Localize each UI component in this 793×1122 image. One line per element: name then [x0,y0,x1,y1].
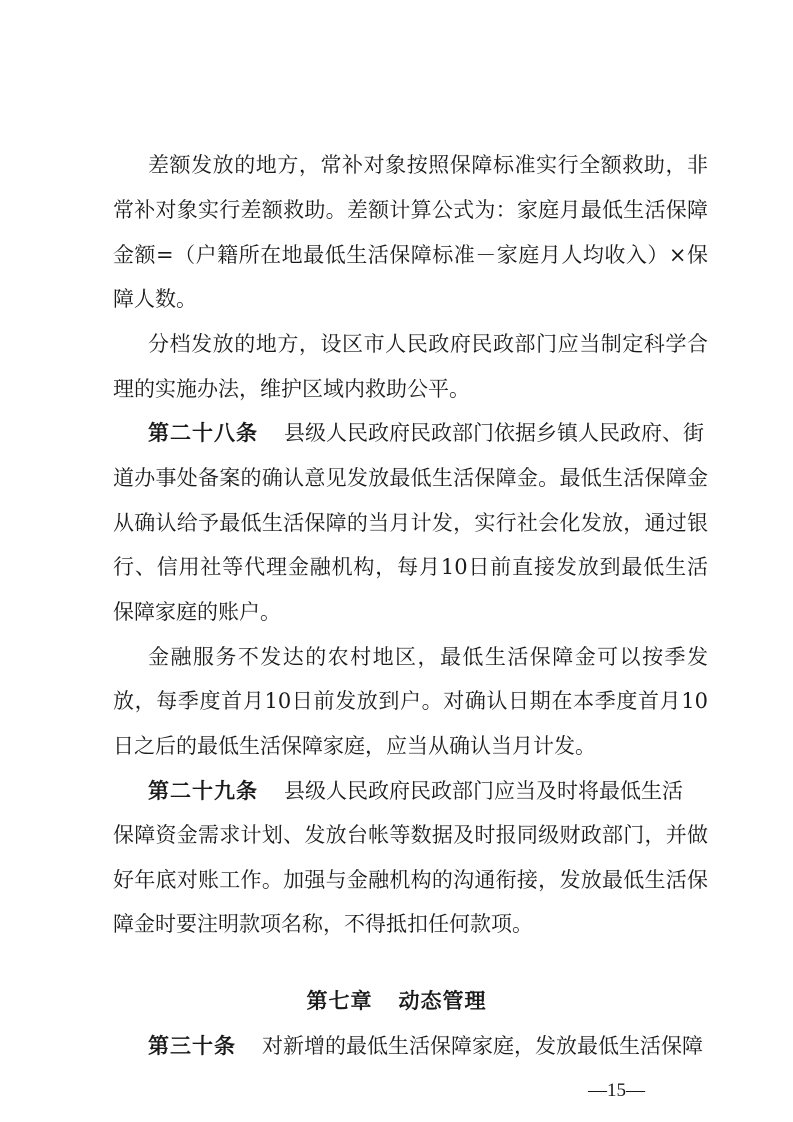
paragraph-line: 日之后的最低生活保障家庭，应当从确认当月计发。 [113,734,596,758]
paragraph-line: 金融服务不发达的农村地区，最低生活保障金可以按季发 [148,645,708,669]
paragraph-line: 分档发放的地方，设区市人民政府民政部门应当制定科学合 [148,332,708,356]
paragraph-line: 从确认给予最低生活保障的当月计发，实行社会化发放，通过银 [113,511,708,535]
article-title: 第二十八条 [148,421,258,445]
paragraph-text: 县级人民政府民政部门依据乡镇人民政府、街 [284,421,704,445]
paragraph-line: 金额=（户籍所在地最低生活保障标准－家庭月人均收入）×保 [113,243,708,267]
paragraph-line: 保障家庭的账户。 [113,600,281,624]
article-title: 第二十九条 [148,779,258,803]
page-number: —15— [588,1080,645,1101]
paragraph-line: 保障资金需求计划、发放台帐等数据及时报同级财政部门，并做 [113,823,708,847]
paragraph-line: 好年底对账工作。加强与金融机构的沟通衔接，发放最低生活保 [113,868,708,892]
article-30-first-line [148,1031,708,1061]
article-29-first-line [148,776,708,806]
paragraph-line: 障金时要注明款项名称，不得抵扣任何款项。 [113,912,533,936]
paragraph-line: 差额发放的地方，常补对象按照保障标准实行全额救助，非 [148,153,708,177]
chapter-number: 第七章 [306,989,373,1013]
paragraph-text: 对新增的最低生活保障家庭，发放最低生活保障 [262,1034,703,1058]
chapter-title: 动态管理 [398,989,487,1013]
chapter-heading [0,986,793,1016]
article-28-first-line [148,418,708,448]
paragraph-line: 理的实施办法，维护区域内救助公平。 [113,377,470,401]
paragraph-line: 障人数。 [113,287,197,311]
paragraph-line: 行、信用社等代理金融机构，每月10日前直接发放到最低生活 [113,555,708,579]
article-title: 第三十条 [148,1034,236,1058]
paragraph-line: 放，每季度首月10日前发放到户。对确认日期在本季度首月10 [113,689,708,713]
paragraph-line: 道办事处备案的确认意见发放最低生活保障金。最低生活保障金 [113,466,708,490]
paragraph-line: 常补对象实行差额救助。差额计算公式为：家庭月最低生活保障 [113,198,708,222]
paragraph-text: 县级人民政府民政部门应当及时将最低生活 [284,779,683,803]
